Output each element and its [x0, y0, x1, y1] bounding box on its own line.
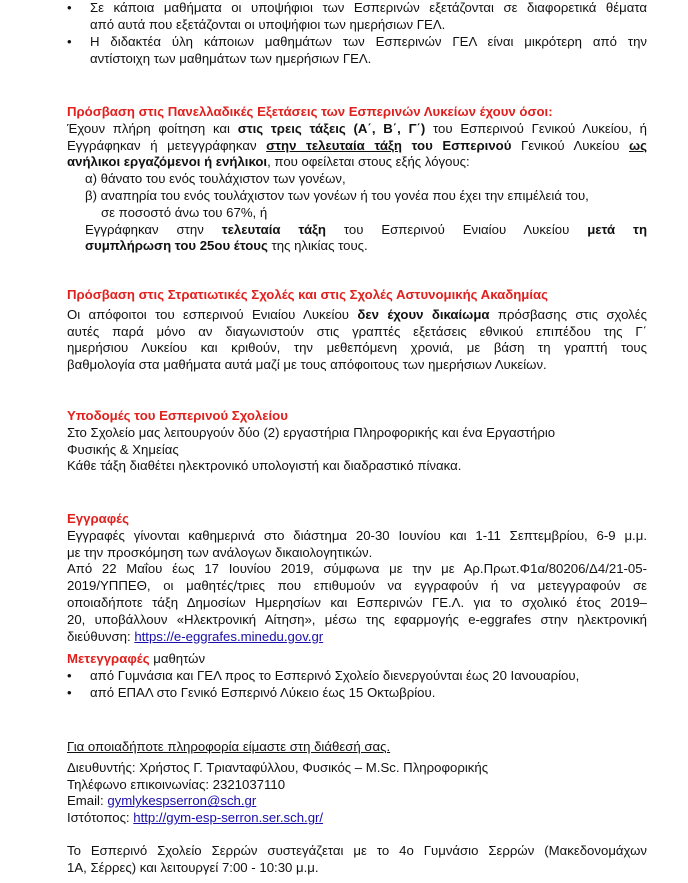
paragraph-line: Η διδακτέα ύλη κάποιων μαθημάτων των Εσπερινών ΓΕΛ είναι μικρότερη από την [90, 34, 647, 49]
section-heading: Πρόσβαση στις Στρατιωτικές Σχολές και στις Σχολές Αστυνομικής Ακαδημίας [67, 287, 548, 302]
paragraph-line: Οι απόφοιτοι του εσπερινού Ενιαίου Λυκείου δεν έχουν δικαίωμα πρόσβασης στις σχολές [67, 306, 647, 322]
paragraph-line: βαθμολογία στα μαθήματα αυτά μαζί με τους απόφοιτους των ημερήσιων Λυκείων. [67, 357, 547, 373]
paragraph-line: 2019/ΥΠΠΕΘ, οι μαθητές/τριες που επιθυμούν να εγγραφούν ή να μετεγγραφούν σε [67, 578, 647, 594]
paragraph-line: συμπλήρωση του 25ου έτους της ηλικίας τους. [85, 238, 368, 254]
email-link[interactable]: gymlykespserron@sch.gr [107, 793, 257, 809]
paragraph-line: Έχουν πλήρη φοίτηση και στις τρεις τάξεις (Α΄, Β΄, Γ΄) του Εσπερινού Γενικού Λυκείου, ή [67, 120, 647, 136]
paragraph-line: διεύθυνση: https://e-eggrafes.minedu.gov.gr [67, 628, 324, 644]
bullet-icon: • [67, 668, 72, 683]
paragraph-line: με την προσκόμηση των ανάλογων δικαιολογητικών. [67, 544, 373, 560]
paragraph-line: Στο Σχολείο μας λειτουργούν δύο (2) εργαστήρια Πληροφορικής και ένα Εργαστήριο [67, 424, 556, 440]
section-military [67, 287, 647, 374]
phone-line: Τηλέφωνο επικοινωνίας: 2321037110 [67, 776, 286, 792]
section-enrollment [67, 511, 647, 645]
paragraph-line: Το Εσπερινό Σχολείο Σερρών συστεγάζεται με το 4ο Γυμνάσιο Σερρών (Μακεδονομάχων [67, 843, 647, 858]
section-heading: Εγγραφές [67, 511, 129, 526]
section-contact [67, 739, 647, 827]
section-heading: Πρόσβαση στις Πανελλαδικές Εξετάσεις των Εσπερινών Λυκείων έχουν όσοι: [67, 104, 553, 119]
paragraph-line: Εγγραφές γίνονται καθημερινά στο διάστημα 20-30 Ιουνίου και 1-11 Σεπτεμβρίου, 6-9 μ.μ. [67, 527, 647, 543]
director-line: Διευθυντής: Χρήστος Γ. Τριανταφύλλου, Φυσικός – M.Sc. Πληροφορικής [67, 759, 489, 775]
section-transfers [67, 651, 647, 668]
paragraph-line: Κάθε τάξη διαθέτει ηλεκτρονικό υπολογιστή και διαδραστικό πίνακα. [67, 458, 462, 474]
list-item [67, 34, 647, 68]
paragraph-line: Εγγράφηκαν στην τελευταία τάξη του Εσπερινού Ενιαίου Λυκείου μετά τη [85, 221, 647, 237]
list-option: β) αναπηρία του ενός τουλάχιστον των γονέων ή του γονέα που έχει την επιμέλειά του, [85, 187, 589, 203]
section-facilities [67, 408, 647, 475]
paragraph-line: Φυσικής & Χημείας [67, 441, 179, 457]
paragraph-line: Εγγράφηκαν ή μετεγγράφηκαν στην τελευταία τάξη του Εσπερινού Γενικού Λυκείου ως [67, 137, 647, 153]
paragraph-line: 20, υποβάλλουν «Ηλεκτρονική Αίτηση», μέσω της εφαρμογής e-eggrafes στην ηλεκτρονική [67, 611, 647, 627]
website-link[interactable]: http://gym-esp-serron.ser.sch.gr/ [133, 810, 324, 826]
footer-paragraph [67, 843, 647, 877]
contact-intro: Για οποιαδήποτε πληροφορία είμαστε στη διάθεσή σας. [67, 739, 391, 754]
section-access-exams [67, 104, 647, 255]
paragraph-line: 1Α, Σέρρες) και λειτουργεί 7:00 - 10:30 μ.μ. [67, 859, 319, 875]
paragraph-line: αντίστοιχη των μαθημάτων των ημερήσιων ΓΕΛ. [90, 50, 372, 66]
eggrafes-link[interactable]: https://e-eggrafes.minedu.gov.gr [134, 628, 324, 644]
section-heading: Μετεγγραφές μαθητών [67, 651, 206, 666]
email-line: Email: gymlykespserron@sch.gr [67, 793, 257, 809]
paragraph-line: Σε κάποια μαθήματα οι υποψήφιοι των Εσπερινών εξετάζονται σε διαφορετικά θέματα [90, 0, 647, 15]
list-item: • από Γυμνάσια και ΓΕΛ προς το Εσπερινό Σχολείο διενεργούνται έως 20 Ιανουαρίου, [67, 668, 580, 683]
list-item [67, 0, 647, 34]
paragraph-line: από αυτά που εξετάζονται οι υποψήφιοι των ημερήσιων ΓΕΛ. [90, 16, 446, 32]
website-line: Ιστότοπος: http://gym-esp-serron.ser.sch.gr/ [67, 810, 324, 826]
paragraph-line: Από 22 Μαΐου έως 17 Ιουνίου 2019, σύμφωνα με την με Αρ.Πρωτ.Φ1α/80206/Δ4/21-05- [67, 561, 647, 577]
list-item: • από ΕΠΑΛ στο Γενικό Εσπερινό Λύκειο έως 15 Οκτωβρίου. [67, 685, 436, 700]
bullet-icon: • [67, 0, 72, 15]
paragraph-line: ημερήσιου Λυκείου και κριθούν, την μεθεπόμενη χρονιά, με βάση τη γραπτή τους [67, 340, 647, 356]
list-option: α) θάνατο του ενός τουλάχιστον των γονέων, [85, 171, 346, 187]
section-heading: Υποδομές του Εσπερινού Σχολείου [67, 408, 288, 423]
paragraph-line: ανήλικοι εργαζόμενοι ή ενήλικοι, που οφείλεται στους εξής λόγους: [67, 154, 470, 170]
list-option: σε ποσοστό άνω του 67%, ή [101, 204, 268, 220]
bullet-icon: • [67, 34, 72, 49]
bullet-icon: • [67, 685, 72, 700]
paragraph-line: οποιαδήποτε τάξη Δημοσίων Ημερησίων και Εσπερινών ΓΕ.Λ. για το σχολικό έτος 2019– [67, 594, 647, 610]
paragraph-line: αυτές παρά μόνο αν διαγωνιστούν στις γραπτές εξετάσεις εθνικού επιπέδου της Γ΄ [67, 323, 647, 339]
